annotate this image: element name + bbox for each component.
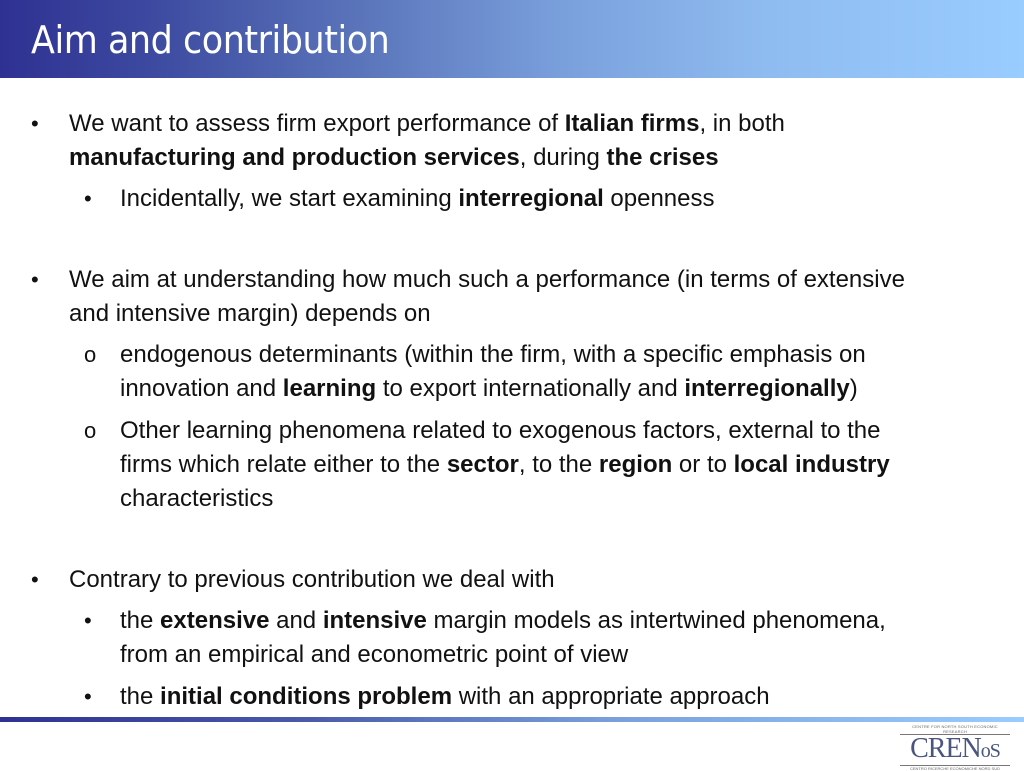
hollow-bullet-icon: o bbox=[84, 418, 97, 443]
emphasis-text: Italian firms bbox=[564, 110, 700, 137]
text-run: openness bbox=[603, 185, 715, 212]
slide-title: Aim and contribution bbox=[31, 18, 390, 62]
text-run: firms which relate either to the bbox=[120, 451, 447, 478]
text-run: with an appropriate approach bbox=[452, 683, 770, 710]
bullet-icon: • bbox=[31, 111, 39, 136]
footer-divider bbox=[0, 717, 1024, 722]
emphasis-text: interregionally bbox=[684, 375, 850, 402]
text-run: margin models as intertwined phenomena, bbox=[426, 607, 886, 634]
text-run: ) bbox=[849, 375, 858, 402]
bullet-text-line bbox=[120, 372, 858, 406]
bullet-text-line bbox=[120, 448, 890, 482]
text-run: Other learning phenomena related to exogenous factors, external to the bbox=[120, 417, 881, 444]
text-run: Incidentally, we start examining bbox=[120, 185, 459, 212]
text-run: , in both bbox=[699, 110, 785, 137]
bullet-text-line bbox=[120, 638, 628, 672]
bullet-text-line bbox=[120, 182, 715, 216]
bullet-icon: • bbox=[84, 684, 92, 709]
bullet-icon: • bbox=[31, 267, 39, 292]
bullet-text-line bbox=[120, 604, 886, 638]
text-run: or to bbox=[672, 451, 734, 478]
bullet-text-line bbox=[69, 563, 555, 597]
text-run: and bbox=[269, 607, 323, 634]
emphasis-text: local industry bbox=[733, 451, 890, 478]
bullet-icon: • bbox=[84, 186, 92, 211]
emphasis-text: initial conditions problem bbox=[160, 683, 453, 710]
bullet-text-line bbox=[120, 338, 866, 372]
text-run: innovation and bbox=[120, 375, 283, 402]
bullet-text-line bbox=[69, 263, 905, 297]
text-run: We want to assess firm export performance of bbox=[69, 110, 565, 137]
emphasis-text: interregional bbox=[458, 185, 604, 212]
bullet-icon: • bbox=[31, 567, 39, 592]
text-run: characteristics bbox=[120, 485, 274, 512]
emphasis-text: learning bbox=[282, 375, 377, 402]
text-run: the bbox=[120, 683, 161, 710]
emphasis-text: intensive bbox=[322, 607, 427, 634]
title-bar bbox=[0, 0, 1024, 78]
text-run: , to the bbox=[518, 451, 599, 478]
text-run: , during bbox=[519, 144, 607, 171]
text-run: Contrary to previous contribution we deal with bbox=[69, 566, 555, 593]
logo-main-text: CRENoS bbox=[910, 733, 1000, 764]
logo-bottom-text: CENTRO RICERCHE ECONOMICHE NORD SUD bbox=[900, 765, 1010, 771]
bullet-text-line bbox=[120, 482, 273, 516]
emphasis-text: the crises bbox=[606, 144, 719, 171]
bullet-text-line bbox=[69, 297, 431, 331]
hollow-bullet-icon: o bbox=[84, 342, 97, 367]
emphasis-text: sector bbox=[446, 451, 519, 478]
crenos-logo bbox=[900, 724, 1010, 771]
emphasis-text: region bbox=[598, 451, 673, 478]
bullet-icon: • bbox=[84, 608, 92, 633]
bullet-text-line bbox=[69, 107, 785, 141]
emphasis-text: manufacturing and production services bbox=[69, 144, 520, 171]
bullet-text-line bbox=[120, 414, 881, 448]
bullet-text-line bbox=[69, 141, 719, 175]
bullet-text-line bbox=[120, 680, 770, 714]
text-run: We aim at understanding how much such a performance (in terms of extensive bbox=[69, 266, 905, 293]
logo-top-text: CENTRE FOR NORTH SOUTH ECONOMIC RESEARCH bbox=[900, 724, 1010, 735]
emphasis-text: extensive bbox=[160, 607, 270, 634]
text-run: endogenous determinants (within the firm, with a specific emphasis on bbox=[120, 341, 866, 368]
text-run: to export internationally and bbox=[376, 375, 685, 402]
text-run: and intensive margin) depends on bbox=[69, 300, 431, 327]
text-run: from an empirical and econometric point of view bbox=[120, 641, 629, 668]
text-run: the bbox=[120, 607, 161, 634]
